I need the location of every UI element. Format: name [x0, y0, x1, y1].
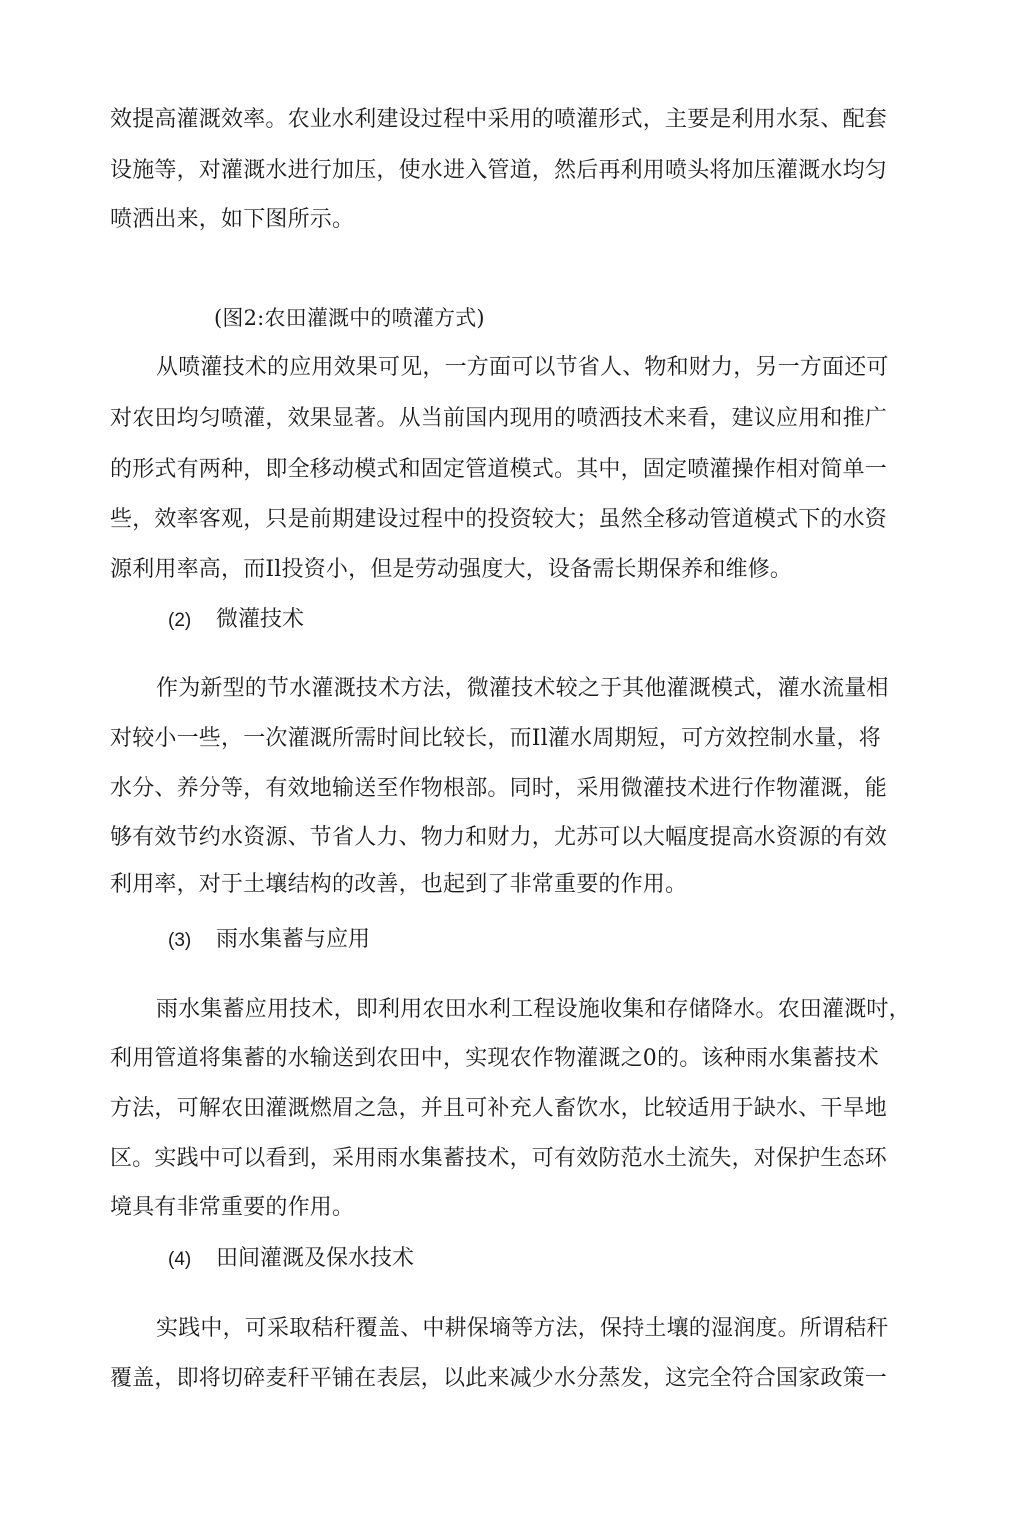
section-heading-2 [168, 605, 304, 636]
body-text-line: 水分、养分等，有效地输送至作物根部。同时，采用微灌技术进行作物灌溉，能 [110, 776, 888, 801]
section-heading-3 [168, 925, 370, 956]
body-text-line: 作为新型的节水灌溉技术方法，微灌技术较之于其他灌溉模式，灌水流量相 [156, 676, 889, 701]
body-text-line: 利用率，对于土壤结构的改善，也起到了非常重要的作用。 [110, 872, 688, 897]
body-text-line: 些，效率客观，只是前期建设过程中的投资较大；虽然全移动管道模式下的水资 [110, 507, 888, 532]
body-text-line: 的形式有两种，即全移动模式和固定管道模式。其中，固定喷灌操作相对简单一 [110, 457, 888, 482]
body-text-line: 喷洒出来，如下图所示。 [110, 207, 355, 232]
body-text-line: 够有效节约水资源、节省人力、物力和财力，尤苏可以大幅度提高水资源的有效 [110, 825, 888, 850]
body-text-line: 区。实践中可以看到，采用雨水集蓄技术，可有效防范水土流失，对保护生态环 [110, 1146, 888, 1171]
section-title: 雨水集蓄与应用 [216, 927, 371, 952]
body-text-line: 境具有非常重要的作用。 [110, 1195, 355, 1220]
figure-caption: (图2:农田灌溉中的喷灌方式) [214, 306, 485, 330]
body-text-line: 利用管道将集蓄的水输送到农田中，实现农作物灌溉之0的。该种雨水集蓄技术 [110, 1046, 879, 1071]
body-text-line: 源利用率高，而Il投资小，但是劳动强度大，设备需长期保养和维修。 [110, 557, 793, 582]
body-text-line: 雨水集蓄应用技术，即利用农田水利工程设施收集和存储降水。农田灌溉吋， [156, 997, 911, 1022]
body-text-line: 对较小一些，一次灌溉所需时间比较长，而Il灌水周期短，可方效控制水量，将 [110, 726, 881, 751]
section-number: (4) [168, 1249, 192, 1270]
section-number: (2) [168, 610, 192, 631]
section-title: 田间灌溉及保水技术 [216, 1246, 415, 1271]
section-heading-4 [168, 1244, 414, 1275]
section-title: 微灌技术 [216, 607, 305, 632]
section-number: (3) [168, 930, 192, 951]
body-text-line: 实践中，可采取秸秆覆盖、中耕保墒等方法，保持土壤的湿润度。所谓秸秆 [156, 1316, 889, 1341]
body-text-line: 从喷灌技术的应用效果可见，一方面可以节省人、物和财力，另一方面还可 [156, 355, 889, 380]
body-text-line: 覆盖，即将切碎麦秆平铺在表层，以此来减少水分蒸发，这完全符合国家政策一 [110, 1366, 888, 1391]
body-text-line: 设施等，对灌溉水进行加压，使水进入管道，然后再利用喷头将加压灌溉水均匀 [110, 158, 888, 183]
body-text-line: 效提高灌溉效率。农业水利建设过程中采用的喷灌形式，主要是利用水泵、配套 [110, 107, 888, 132]
body-text-line: 对农田均匀喷灌，效果显著。从当前国内现用的喷洒技术来看，建议应用和推广 [110, 406, 888, 431]
body-text-line: 方法，可解农田灌溉燃眉之急，并且可补充人畜饮水，比较适用于缺水、干旱地 [110, 1096, 888, 1121]
